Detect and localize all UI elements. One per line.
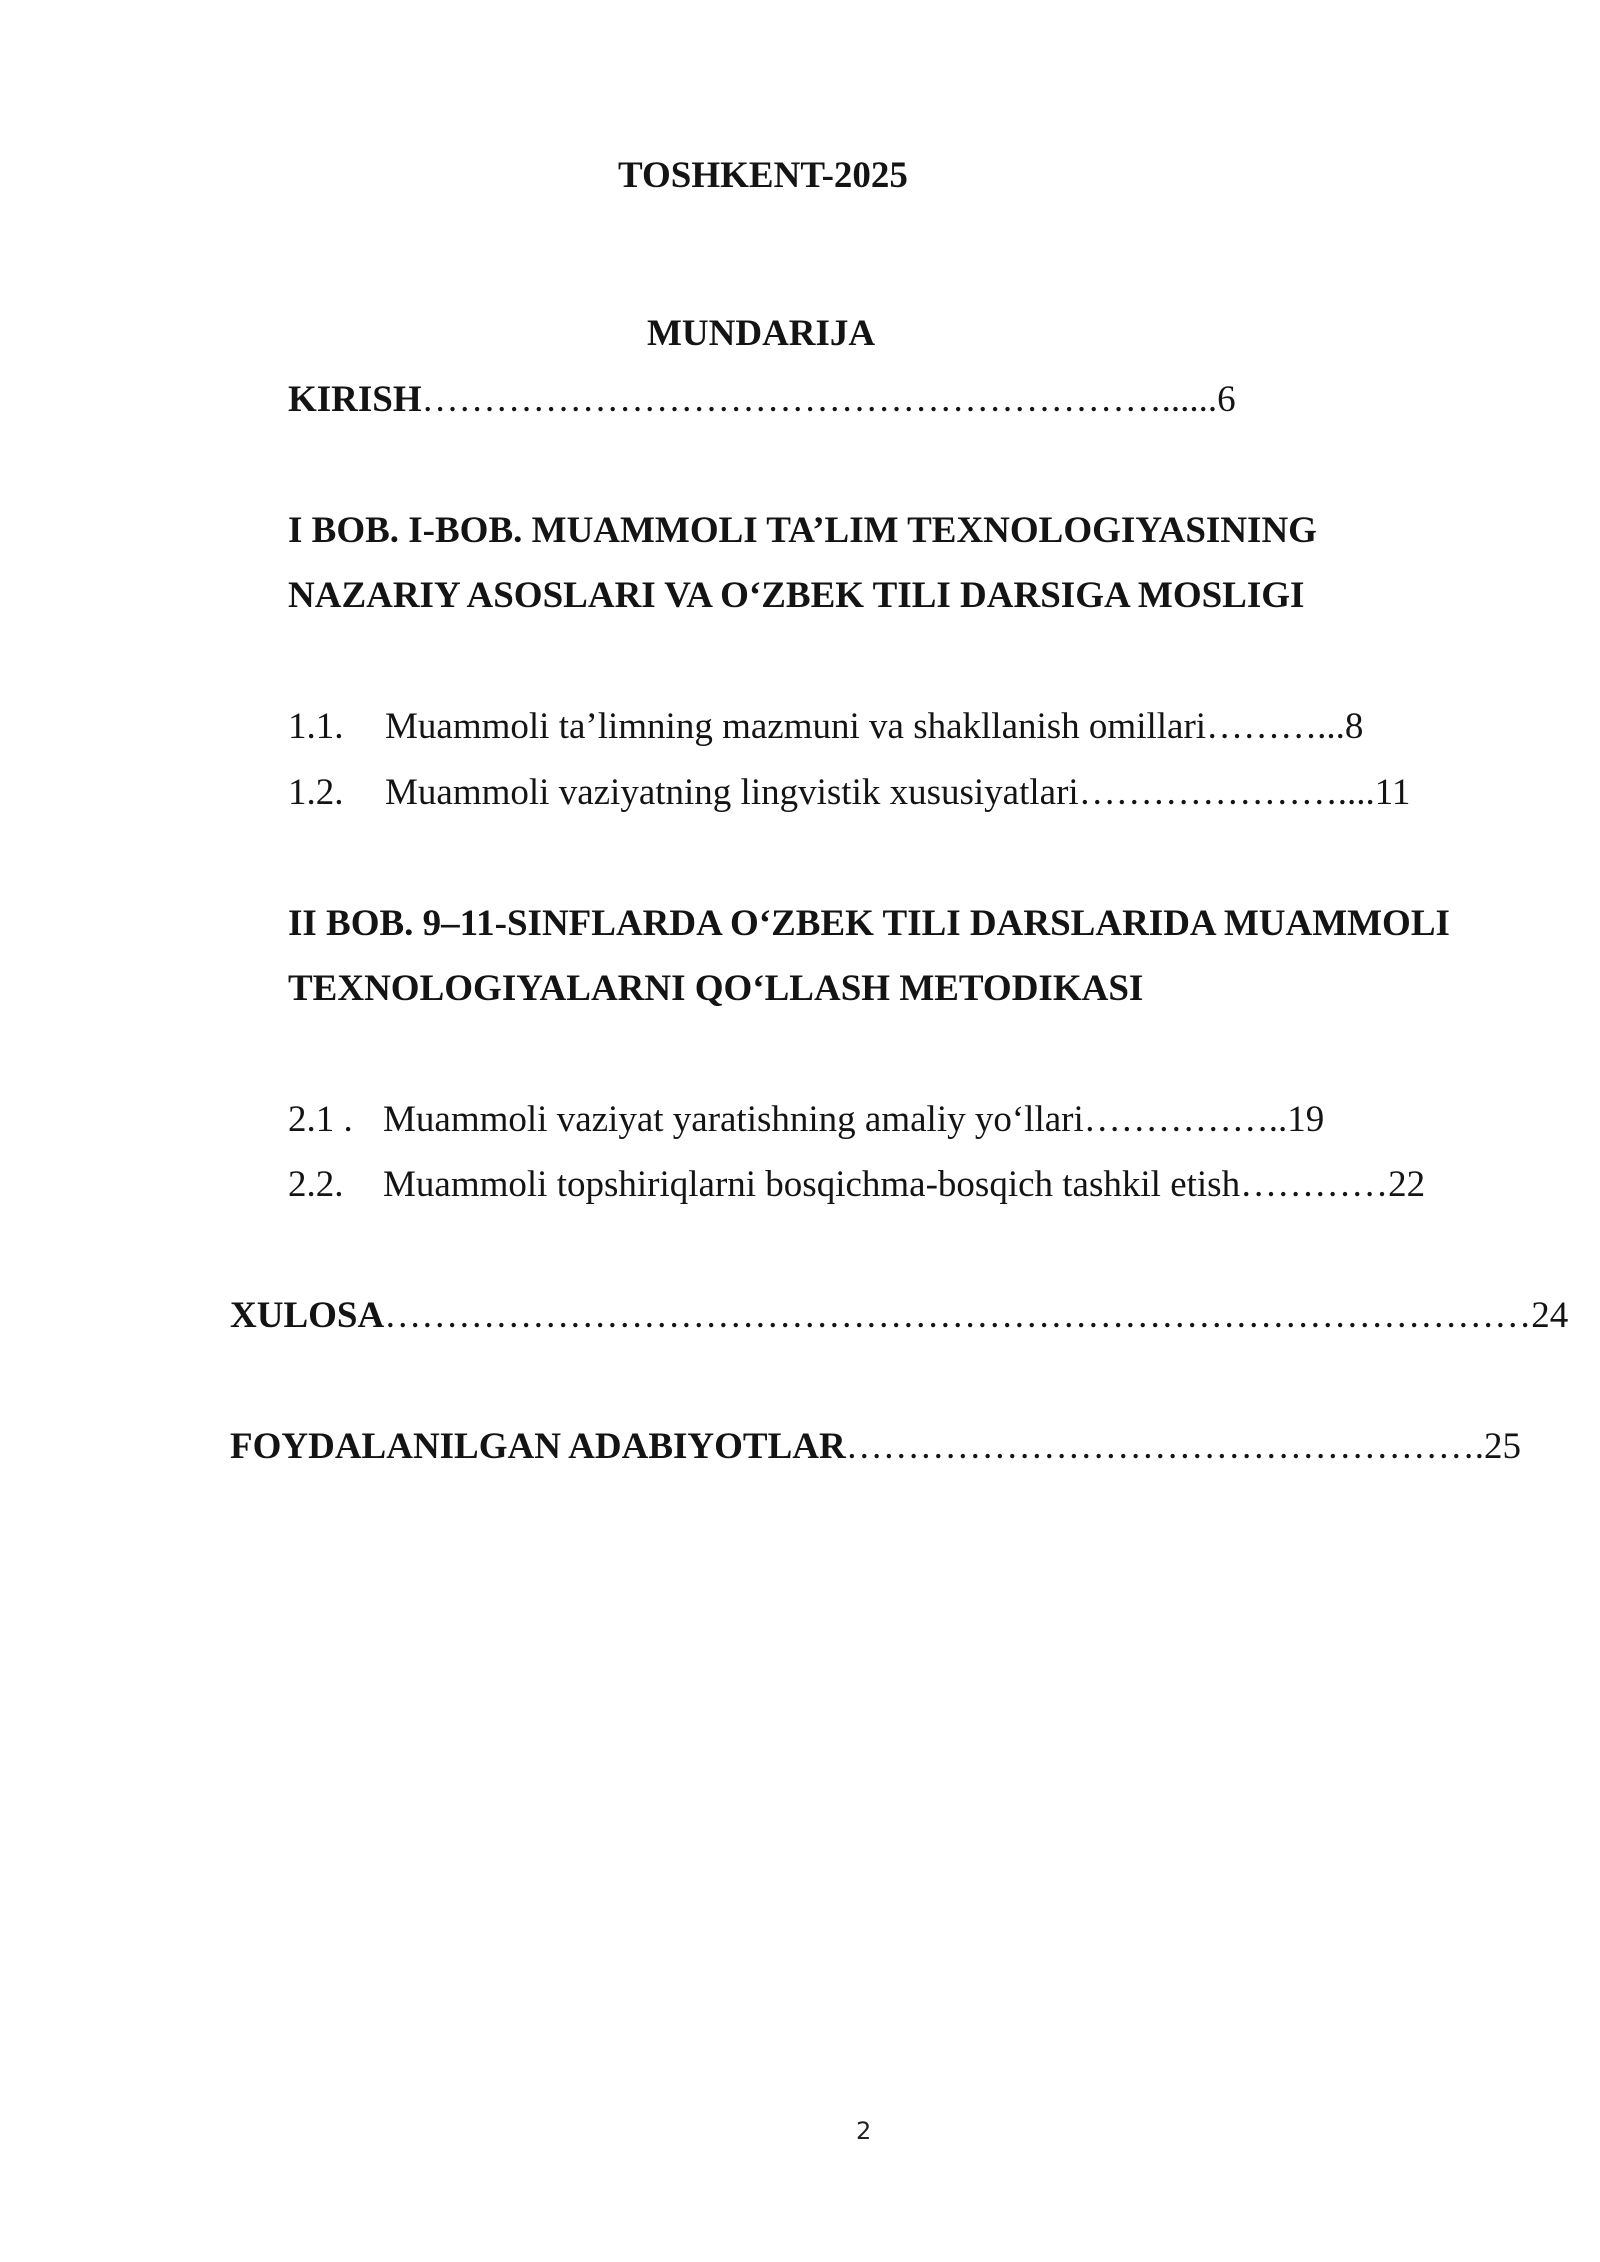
chapter1-heading-line2: NAZARIY ASOSLARI VA O‘ZBEK TILI DARSIGA MOSLIGI	[288, 575, 1305, 616]
section-title: Muammoli vaziyat yaratishning amaliy yo‘llari	[383, 1099, 1084, 1140]
section-title: Muammoli vaziyatning lingvistik xususiyatlari	[385, 772, 1079, 813]
toc-entry-intro	[288, 378, 1236, 422]
toc-page-number: 6	[1217, 379, 1236, 420]
toc-leader: …………………....	[1078, 772, 1375, 813]
toc-page-number: 19	[1287, 1099, 1325, 1140]
toc-leader: …………	[1240, 1164, 1389, 1205]
city-year-heading: TOSHKENT-2025	[618, 155, 908, 196]
toc-entry-label: KIRISH	[288, 379, 422, 420]
toc-entry-label: XULOSA	[230, 1295, 385, 1336]
section-title: Muammoli ta’limning mazmuni va shakllanish omillari	[385, 706, 1207, 747]
chapter1-heading-line1: I BOB. I-BOB. MUAMMOLI TA’LIM TEXNOLOGIYASINING	[288, 510, 1317, 551]
toc-entry-references	[230, 1425, 1521, 1469]
footer-page-number: 2	[856, 2117, 872, 2145]
toc-leader: ……………………………………………………......	[421, 379, 1218, 420]
toc-page-number: 22	[1388, 1164, 1426, 1205]
toc-page-number: 8	[1344, 706, 1364, 747]
section-number: 2.2.	[288, 1164, 344, 1205]
toc-section-2-1	[288, 1098, 1324, 1142]
toc-leader: ……………..	[1083, 1099, 1288, 1140]
toc-entry-label: FOYDALANILGAN ADABIYOTLAR	[230, 1426, 846, 1467]
toc-leader: …………………………………………………………………………………	[384, 1295, 1532, 1336]
section-number: 1.1.	[288, 706, 344, 747]
toc-section-1-2	[288, 771, 1410, 815]
section-number: 1.2.	[288, 772, 344, 813]
toc-page-number: 24	[1531, 1295, 1569, 1336]
toc-title: MUNDARIJA	[647, 313, 876, 354]
toc-page-number: 11	[1374, 772, 1411, 813]
chapter2-heading-line1: II BOB. 9–11-SINFLARDA O‘ZBEK TILI DARSLARIDA MUAMMOLI	[288, 903, 1450, 944]
toc-entry-conclusion	[230, 1294, 1568, 1338]
toc-section-1-1	[288, 705, 1363, 749]
section-title: Muammoli topshiriqlarni bosqichma-bosqich tashkil etish	[383, 1164, 1241, 1205]
toc-section-2-2	[288, 1163, 1425, 1207]
section-number: 2.1 .	[288, 1099, 353, 1140]
toc-page-number: 25	[1483, 1426, 1521, 1467]
chapter2-heading-line2: TEXNOLOGIYALARNI QO‘LLASH METODIKASI	[288, 968, 1144, 1009]
toc-leader: …………………………………………….	[845, 1426, 1484, 1467]
toc-leader: ………...	[1206, 706, 1345, 747]
